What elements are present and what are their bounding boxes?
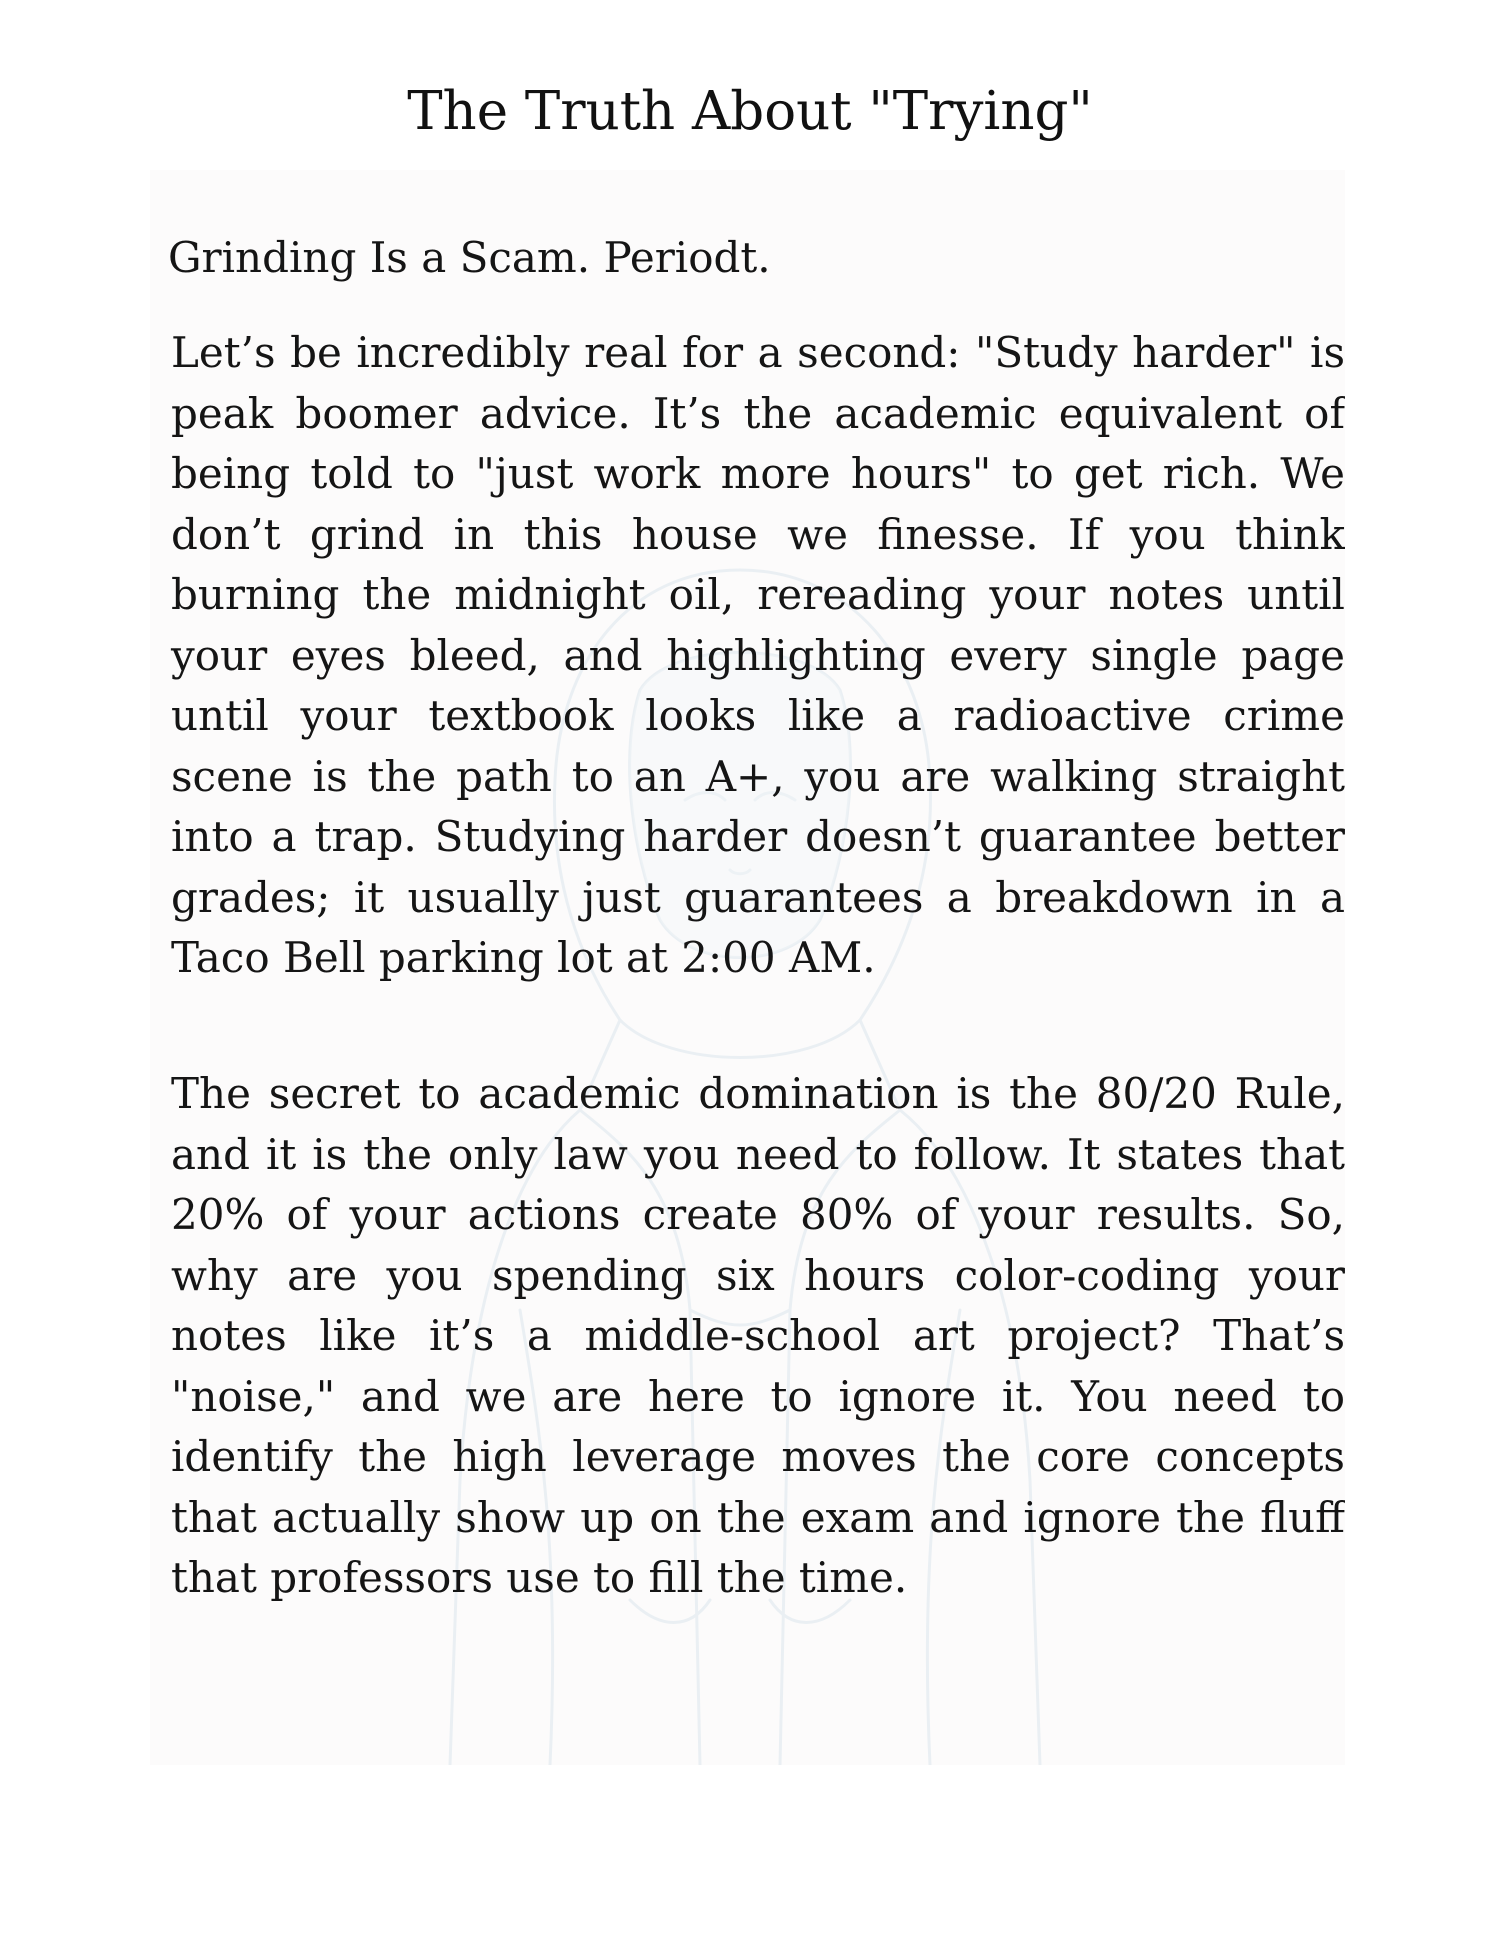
body-paragraph-2: The secret to academic domination is the 80/20 Rule, and it is the only law you need to follow. It states that 20% of your actions create 80% of your results. So, why are you spending six hours color-coding your notes like it’s a middle-school art project? That’s "noise," and we are here to ignore it. You need to identify the high leverage moves the core concepts that actually show up on the exam and ignore the fluff that professors use to fill the time. — [171, 1069, 1345, 1602]
content-panel — [150, 170, 1345, 1765]
page-title: The Truth About "Trying" — [407, 81, 1093, 142]
body-paragraph-1: Let’s be incredibly real for a second: "Study harder" is peak boomer advice. It’s the academic equivalent of being told to "just work more hours" to get rich. We don’t grind in this house we finesse. If you think burning the midnight oil, rereading your notes until your eyes bleed, and highlighting every single page until your textbook looks like a radioactive crime scene is the path to an A+, you are walking straight into a trap. Studying harder doesn’t guarantee better grades; it usually just guarantees a breakdown in a Taco Bell parking lot at 2:00 AM. — [171, 328, 1345, 982]
section-heading: Grinding Is a Scam. Periodt. — [168, 233, 771, 282]
